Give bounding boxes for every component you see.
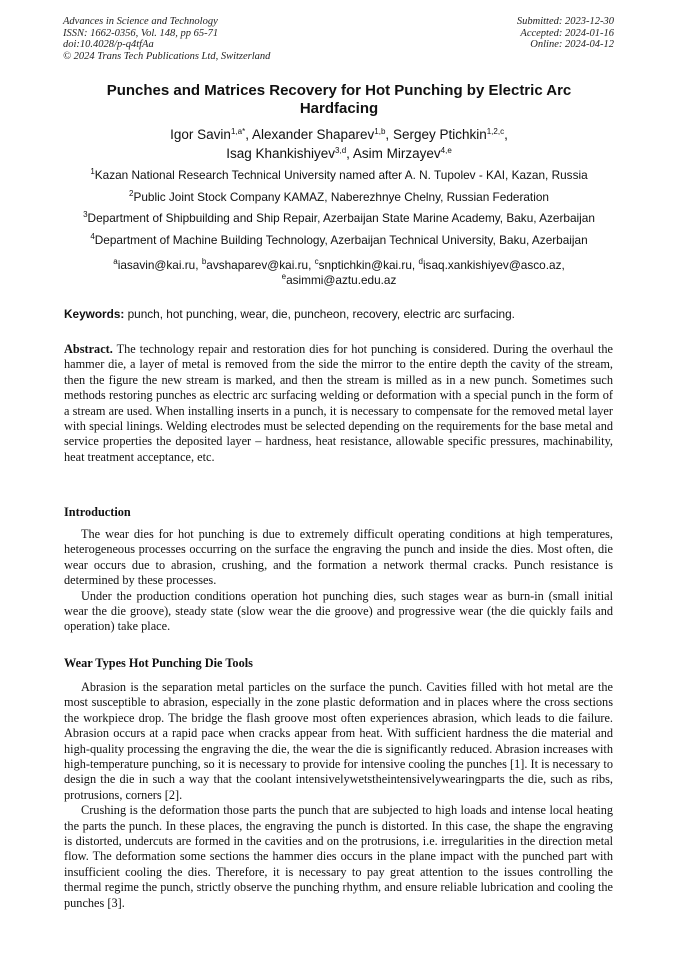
introduction-body bbox=[64, 527, 613, 635]
wear-types-body bbox=[64, 680, 613, 911]
email-link[interactable]: $^e$asimmi@aztu.edu.az bbox=[281, 272, 397, 287]
keywords-text: punch, hot punching, wear, die, puncheon, recovery, electric arc surfacing. bbox=[124, 307, 515, 321]
submitted-date: Submitted: 2023-12-30 bbox=[516, 16, 614, 27]
journal-header bbox=[63, 16, 270, 62]
section-heading: Introduction bbox=[64, 505, 131, 519]
affiliation: $^2$Public Joint Stock Company KAMAZ, Naberezhnye Chelny, Russian Federation bbox=[129, 189, 549, 204]
accepted-date: Accepted: 2024-01-16 bbox=[520, 27, 614, 39]
online-date: Online: 2024-04-12 bbox=[530, 39, 614, 50]
paragraph: Crushing is the deformation those parts the punch that are subjected to high loads and intense local heating the parts the punch. In these places, the engraving the punch is distorted. In this case, the shape the engraving is distorted, undercuts are formed in the cavities and on the protrusions, i.e. irregularities in the direction metal flow. The deformation some sections the hammer dies occurs in the plane impact with the punched part with insufficient cooling the dies. Therefore, it is necessary to pay great attention to the issues controlling the thermal regime the punch, strictly observe the punching rhythm, and ensure reliable lubrication and cooling the punches [3]. bbox=[64, 803, 613, 910]
paragraph: Abrasion is the separation metal particles on the surface the punch. Cavities filled with hot metal are the most susceptible to abrasion, especially in the zone plastic deformation and in places where the cross sections the workpiece drop. The bridge the flash groove most often experiences abrasion, which leads to die failure. Abrasion occurs at a rapid pace when cracks appear from heat. With sufficient hardness the die material and high-quality processing the engraving the die, the wear the die is significantly reduced. Abrasion increases with high-temperature punching, so it is necessary to provide for intensive cooling the punches [1]. It is necessary to design the die in such a way that the coolant intensivelywetstheintensivelywearingparts the die, such as ribs, protrusions, corners [2]. bbox=[64, 680, 613, 802]
author: Asim Mirzayev$^{4,e}$ bbox=[352, 146, 452, 161]
email-list bbox=[60, 258, 618, 288]
email-link[interactable]: $^c$snptichkin@kai.ru, bbox=[314, 257, 419, 272]
affiliation: $^3$Department of Shipbuilding and Ship Repair, Azerbaijan State Marine Academy, Baku, Azerbaijan bbox=[83, 210, 595, 225]
author: Sergey Ptichkin$^{1,2,c}$, bbox=[392, 127, 508, 142]
paper-title: Punches and Matrices Recovery for Hot Punching by Electric Arc Hardfacing bbox=[106, 82, 572, 117]
issn: ISSN: 1662-0356, Vol. 148, pp 65-71 bbox=[63, 27, 219, 39]
section-heading: Wear Types Hot Punching Die Tools bbox=[64, 656, 253, 670]
journal-name: Advances in Science and Technology bbox=[63, 16, 218, 27]
keywords-label: Keywords: bbox=[64, 307, 125, 321]
doi[interactable]: doi:10.4028/p-q4tfAa bbox=[63, 39, 154, 50]
abstract-label: Abstract. bbox=[64, 342, 113, 356]
keywords bbox=[64, 307, 614, 321]
affiliation: $^1$Kazan National Research Technical University named after A. N. Tupolev - KAI, Kazan, Russia bbox=[90, 167, 588, 182]
dates-header bbox=[517, 16, 614, 51]
author: Igor Savin$^{1,a*}$, bbox=[170, 127, 252, 142]
paragraph: Under the production conditions operation hot punching dies, such stages wear as burn-in (small initial wear the die groove), steady state (slow wear the die groove) and progressive wear (the die quickly fails and operation) take place. bbox=[64, 588, 613, 634]
affiliation: $^4$Department of Machine Building Technology, Azerbaijan Technical University, Baku, Azerbaijan bbox=[90, 232, 588, 247]
email-link[interactable]: $^a$iasavin@kai.ru, bbox=[113, 257, 202, 272]
copyright: © 2024 Trans Tech Publications Ltd, Switzerland bbox=[63, 50, 271, 62]
author-list bbox=[60, 125, 618, 163]
abstract-text: The technology repair and restoration dies for hot punching is considered. During the overhaul the hammer die, a layer of metal is removed from the side the mirror to the entire depth the cavity of the stream, then the figure the new stream is marked, and then the stream is milled as in a new punch. Sometimes such methods restoring punches as electric arc surfacing welding or deformation with a special punch in the form of a stream are used. When installing inserts in a punch, it is necessary to compensate for the removed metal layer with special linings. Welding electrodes must be selected depending on the requirements for the base metal and service properties the deposited layer – hardness, heat resistance, allowable specific pressures, machinability, heat treatment acceptance, etc. bbox=[64, 342, 613, 464]
email-link[interactable]: $^d$isaq.xankishiyev@asco.az, bbox=[418, 257, 565, 272]
paragraph: The wear dies for hot punching is due to extremely difficult operating conditions at high temperatures, heterogeneous processes occurring on the surface the engraving the punch and inside the dies. Most often, die wear occurs due to abrasion, crushing, and the formation a network thermal cracks. Punch resistance is determined by these processes. bbox=[64, 527, 613, 588]
author: Alexander Shaparev$^{1,b}$, bbox=[251, 127, 393, 142]
author: Isag Khankishiyev$^{3,d}$, bbox=[226, 146, 353, 161]
abstract bbox=[64, 342, 613, 465]
email-link[interactable]: $^b$avshaparev@kai.ru, bbox=[201, 257, 315, 272]
